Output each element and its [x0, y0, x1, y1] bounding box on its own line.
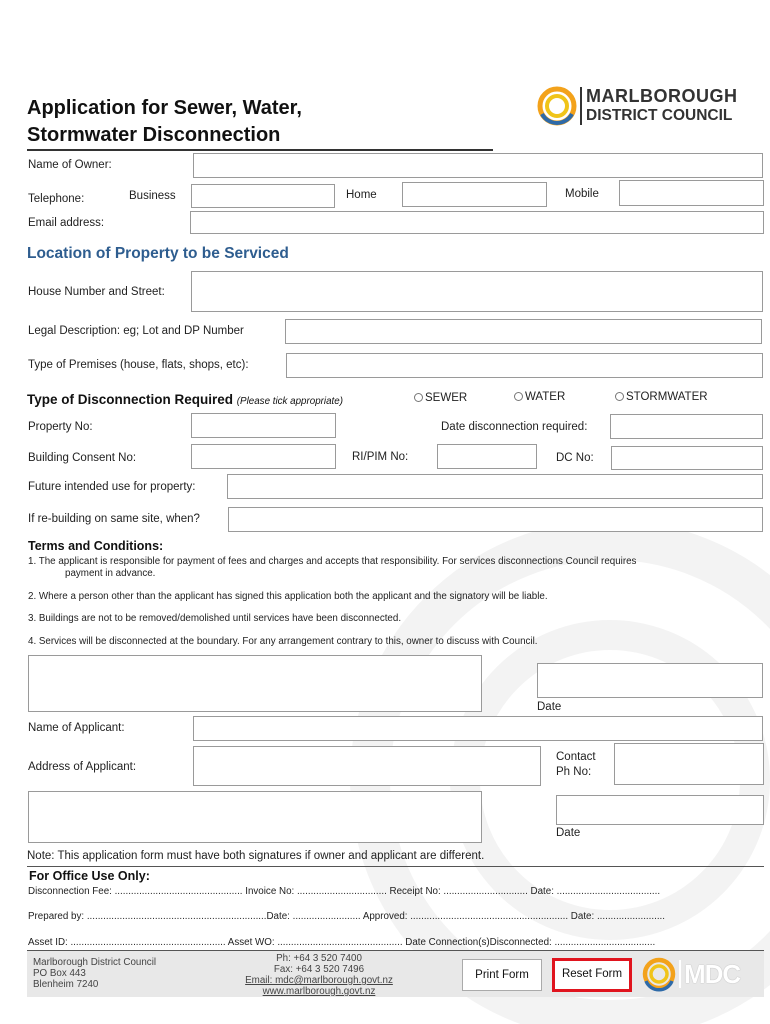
email-label: Email address: — [28, 217, 105, 229]
mobile-label: Mobile — [565, 188, 599, 200]
owner-signature-date-label: Date — [537, 701, 562, 713]
applicant-name-field[interactable] — [193, 716, 763, 741]
applicant-address-field[interactable] — [193, 746, 541, 786]
property-no-field[interactable] — [191, 413, 336, 438]
date-required-field[interactable] — [610, 414, 763, 439]
contact-label: Contact — [556, 751, 596, 763]
water-radio[interactable] — [514, 392, 523, 401]
owner-signature-date-field[interactable] — [537, 663, 763, 698]
owner-name-label: Name of Owner: — [28, 159, 112, 171]
street-field[interactable] — [191, 271, 763, 312]
mdc-logo — [642, 956, 760, 994]
applicant-signature-date-field[interactable] — [556, 795, 764, 825]
building-consent-label: Building Consent No: — [28, 452, 137, 464]
footer-email[interactable]: Email: mdc@marlborough.govt.nz — [245, 975, 393, 986]
property-no-label: Property No: — [28, 421, 93, 433]
home-phone-field[interactable] — [402, 182, 547, 207]
office-row-prepared: Prepared by: ..................................................................Date: ......................... Approved: .......................................................... Date: ......................... — [28, 911, 665, 922]
term-3: 3. Buildings are not to be removed/demolished until services have been disconnected. — [28, 613, 402, 624]
mdc-logo-text: MDC — [684, 959, 741, 989]
term-1: 1. The applicant is responsible for payment of fees and charges and accepts that responsibility. For services disconnections Council requires — [28, 556, 637, 567]
term-2: 2. Where a person other than the applicant has signed this application both the applicant and the signatory will be liable. — [28, 591, 548, 602]
office-row-asset: Asset ID: ......................................................... Asset WO: .............................................. Date Connection(s)Disconnected: ..................................... — [28, 937, 656, 948]
applicant-signature-date-label: Date — [556, 827, 581, 839]
contact-phone-field[interactable] — [614, 743, 764, 785]
council-logo-icon — [537, 84, 577, 128]
page-title-line1: Application for Sewer, Water, — [27, 97, 302, 119]
footer-phone: Ph: +64 3 520 7400 — [276, 953, 362, 964]
contact-ph-label: Ph No: — [556, 766, 592, 778]
option-stormwater[interactable] — [615, 391, 708, 403]
applicant-signature-box[interactable] — [28, 791, 482, 843]
footer-website[interactable]: www.marlborough.govt.nz — [262, 986, 376, 997]
term-4: 4. Services will be disconnected at the boundary. For any arrangement contrary to this, owner to discuss with Council. — [28, 636, 538, 647]
disconnection-heading-text: Type of Disconnection Required — [27, 392, 234, 407]
street-label: House Number and Street: — [28, 286, 165, 298]
mdc-logo-icon — [642, 956, 676, 992]
reset-form-button[interactable]: Reset Form — [552, 958, 632, 992]
footer-address-line2: PO Box 443 — [33, 968, 86, 979]
option-water[interactable] — [514, 391, 565, 403]
office-use-heading: For Office Use Only: — [29, 869, 150, 883]
owner-signature-box[interactable] — [28, 655, 482, 712]
ripim-field[interactable] — [437, 444, 537, 469]
legal-description-field[interactable] — [285, 319, 762, 344]
business-phone-field[interactable] — [191, 184, 335, 208]
premises-field[interactable] — [286, 353, 763, 378]
print-form-button[interactable]: Print Form — [462, 959, 542, 991]
business-label: Business — [129, 190, 176, 202]
mobile-phone-field[interactable] — [619, 180, 764, 206]
logo-divider — [580, 87, 582, 125]
building-consent-field[interactable] — [191, 444, 336, 469]
rebuilding-field[interactable] — [228, 507, 763, 532]
legal-description-label: Legal Description: eg; Lot and DP Number — [28, 325, 244, 337]
applicant-address-label: Address of Applicant: — [28, 761, 137, 773]
terms-heading: Terms and Conditions: — [28, 539, 164, 553]
logo-line1: MARLBOROUGH — [586, 86, 738, 106]
page-title-line2: Stormwater Disconnection — [27, 124, 281, 146]
rebuilding-label: If re-building on same site, when? — [28, 513, 200, 525]
location-heading: Location of Property to be Serviced — [27, 245, 289, 262]
logo-line2: DISTRICT COUNCIL — [586, 107, 733, 124]
footer-address-line1: Marlborough District Council — [33, 957, 157, 968]
telephone-label: Telephone: — [28, 193, 85, 205]
footer-fax: Fax: +64 3 520 7496 — [273, 964, 365, 975]
sewer-radio[interactable] — [414, 393, 423, 402]
sewer-label: SEWER — [425, 392, 468, 404]
mdc-logo-divider — [679, 960, 681, 988]
disconnection-hint: (Please tick appropriate) — [236, 396, 343, 407]
council-logo — [537, 84, 767, 130]
disconnection-heading — [27, 392, 343, 407]
ripim-label: RI/PIM No: — [352, 451, 409, 463]
date-required-label: Date disconnection required: — [441, 421, 588, 433]
water-label: WATER — [525, 391, 566, 403]
signature-note: Note: This application form must have both signatures if owner and applicant are different. — [27, 850, 485, 862]
option-sewer[interactable] — [414, 392, 467, 404]
email-field[interactable] — [190, 211, 764, 234]
premises-label: Type of Premises (house, flats, shops, etc): — [28, 359, 249, 371]
future-use-field[interactable] — [227, 474, 763, 499]
stormwater-radio[interactable] — [615, 392, 624, 401]
title-underline — [27, 149, 493, 151]
dc-label: DC No: — [556, 452, 594, 464]
applicant-name-label: Name of Applicant: — [28, 722, 125, 734]
future-use-label: Future intended use for property: — [28, 481, 196, 493]
term-1-continued: payment in advance. — [65, 568, 156, 579]
stormwater-label: STORMWATER — [626, 391, 708, 403]
footer-address-line3: Blenheim 7240 — [33, 979, 99, 990]
dc-field[interactable] — [611, 446, 763, 470]
home-label: Home — [346, 189, 377, 201]
owner-name-field[interactable] — [193, 153, 763, 178]
office-row-fees: Disconnection Fee: ............................................... Invoice No: ................................. Receipt No: ............................... Date: ...................................... — [28, 886, 661, 897]
